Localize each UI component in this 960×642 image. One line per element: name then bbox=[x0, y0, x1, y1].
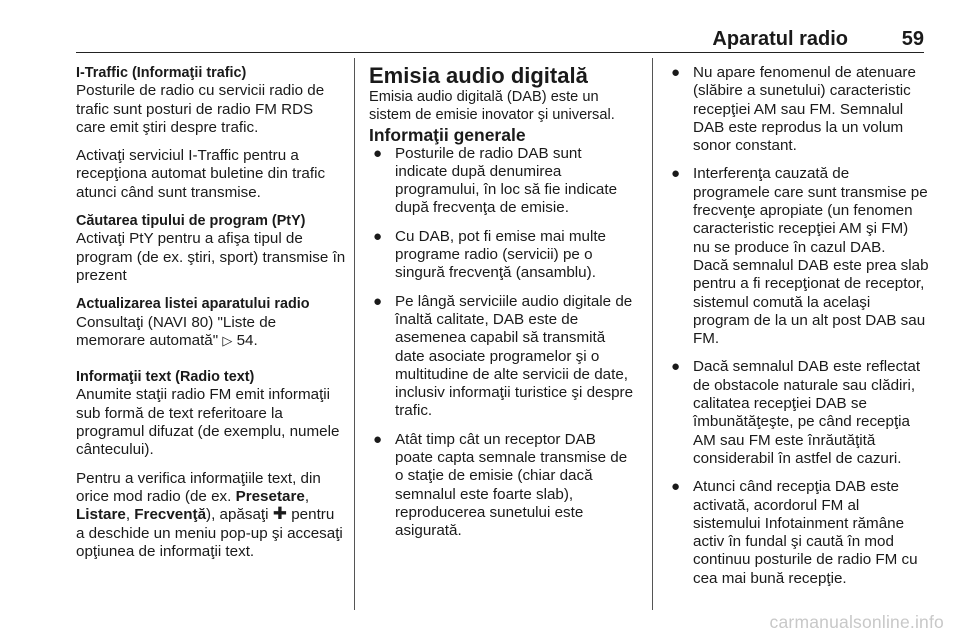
list-item bbox=[667, 358, 929, 468]
bullet-icon: ● bbox=[373, 430, 383, 448]
list-item-text: Nu apare fenomenul de atenuare (slăbire a sunetului) caracteristic recepţiei AM sau FM. Semnalul DAB este reprodus la un volum sonor constant. bbox=[693, 64, 916, 155]
column-divider-2 bbox=[652, 58, 653, 610]
column-left bbox=[76, 64, 346, 561]
text: ), apăsaţi bbox=[206, 506, 269, 524]
list-item-text: Interferenţa cauzată de programele care sunt transmise pe frecvenţe apropiate (un fenomen caracteristic recepţiei AM şi FM) nu se produce în cazul DAB. bbox=[693, 165, 928, 256]
list-item bbox=[667, 64, 929, 155]
list-item-text: Cu DAB, pot fi emise mai multe programe radio (servicii) pe o singură frecvenţă (ansamblu). bbox=[395, 227, 607, 282]
term-listare: Listare bbox=[76, 506, 126, 524]
term-presetare: Presetare bbox=[235, 487, 305, 505]
list-item-text: Atunci când recepţia DAB este activată, acordorul FM al sistemului Infotainment rămâne activ în fundal şi caută în mod continuu posturile de radio FM cu cea mai bună recepţie. bbox=[693, 478, 918, 587]
paragraph: Activaţi PtY pentru a afişa tipul de program (de ex. ştiri, sport) transmise în prezent bbox=[76, 230, 346, 284]
plus-icon: ✚ bbox=[272, 504, 287, 524]
intro-paragraph: Emisia audio digitală (DAB) este un sistem de emisie inovator şi universal. bbox=[369, 89, 615, 124]
bullet-list bbox=[369, 145, 637, 541]
subheading-general-info: Informaţii generale bbox=[369, 124, 526, 145]
paragraph: Activaţi serviciul I-Traffic pentru a recepţiona automat buletine din trafic atunci când sunt transmise. bbox=[76, 147, 326, 201]
section-title-pty: Căutarea tipului de program (PtY) bbox=[76, 213, 306, 230]
bullet-icon: ● bbox=[373, 292, 383, 310]
watermark: carmanualsonline.info bbox=[769, 612, 944, 632]
column-middle bbox=[369, 64, 637, 551]
list-item bbox=[369, 145, 637, 218]
paragraph: Posturile de radio cu servicii radio de trafic sunt posturi de radio FM RDS care emit ştiri despre trafic. bbox=[76, 82, 325, 136]
list-item bbox=[369, 293, 637, 421]
bullet-icon: ● bbox=[671, 358, 681, 376]
section-title-update-list: Actualizarea listei aparatului radio bbox=[76, 296, 310, 313]
list-item-text: Dacă semnalul DAB este reflectat de obstacole naturale sau clădiri, calitatea recepţiei DAB se îmbunătăţeşte, pe când recepţia AM sau FM este înrăutăţită considerabil în astfel de cazuri. bbox=[693, 358, 921, 467]
bullet-icon: ● bbox=[373, 144, 383, 162]
bullet-list bbox=[667, 64, 929, 588]
header-title: Aparatul radio bbox=[712, 28, 848, 50]
column-divider-1 bbox=[354, 58, 355, 610]
term-frecventa: Frecvenţă bbox=[134, 506, 207, 524]
paragraph: Anumite staţii radio FM emit informaţii sub formă de text referitoare la programul difuzat (de exemplu, numele cântecului). bbox=[76, 386, 340, 459]
list-item-text: Pe lângă serviciile audio digitale de înaltă calitate, DAB este de asemenea capabil să transmită date asociate programelor şi o multitudine de alte servicii de date, inclusiv informaţii turistice şi despre trafic. bbox=[395, 292, 634, 420]
text: Pentru a verifica informaţiile text, din orice mod radio (de ex. bbox=[76, 469, 321, 505]
bullet-icon: ● bbox=[671, 64, 681, 81]
bullet-icon: ● bbox=[671, 165, 681, 183]
paragraph bbox=[76, 314, 346, 351]
list-item bbox=[369, 431, 637, 541]
section-title-itraffic: I-Traffic (Informaţii trafic) bbox=[76, 65, 247, 81]
list-item bbox=[667, 478, 929, 588]
header-rule bbox=[76, 52, 924, 53]
page-number: 59 bbox=[901, 28, 924, 50]
text: pentru a deschide un meniu pop-up şi accesaţi opţiunea de informaţii text. bbox=[76, 506, 343, 560]
list-item-text: Atât timp cât un receptor DAB poate capta semnale transmise de o staţie de emisie (chiar dacă semnalul este foarte slab), reproducerea sunetului este asigurată. bbox=[395, 430, 628, 540]
bullet-icon: ● bbox=[373, 227, 383, 245]
list-item bbox=[369, 228, 637, 283]
column-right bbox=[667, 64, 929, 598]
list-item-text: Dacă semnalul DAB este prea slab pentru a fi recepţionat de receptor, sistemul comută la acelaşi program de la un alt post DAB sau FM. bbox=[693, 256, 929, 348]
page-reference-arrow-icon: ▷ bbox=[222, 332, 233, 348]
list-item bbox=[667, 165, 929, 348]
heading-dab: Emisia audio digitală bbox=[369, 63, 588, 88]
text: Consultaţi (NAVI 80) "Liste de memorare automată" bbox=[76, 313, 277, 349]
paragraph: Pentru a verifica informaţiile text, din orice mod radio (de ex. Presetare, Listare, Frecvenţă), apăsaţi ✚ pentru a deschide un meniu pop-up şi accesaţi opţiunea de informaţii text. bbox=[76, 469, 343, 560]
page-header bbox=[76, 24, 924, 54]
page-reference[interactable]: 54. bbox=[236, 331, 258, 349]
list-item-text: Posturile de radio DAB sunt indicate după denumirea programului, în loc să fie indicate după frecvenţa de emisie. bbox=[395, 144, 618, 217]
section-title-radio-text: Informaţii text (Radio text) bbox=[76, 369, 255, 386]
bullet-icon: ● bbox=[671, 478, 681, 496]
